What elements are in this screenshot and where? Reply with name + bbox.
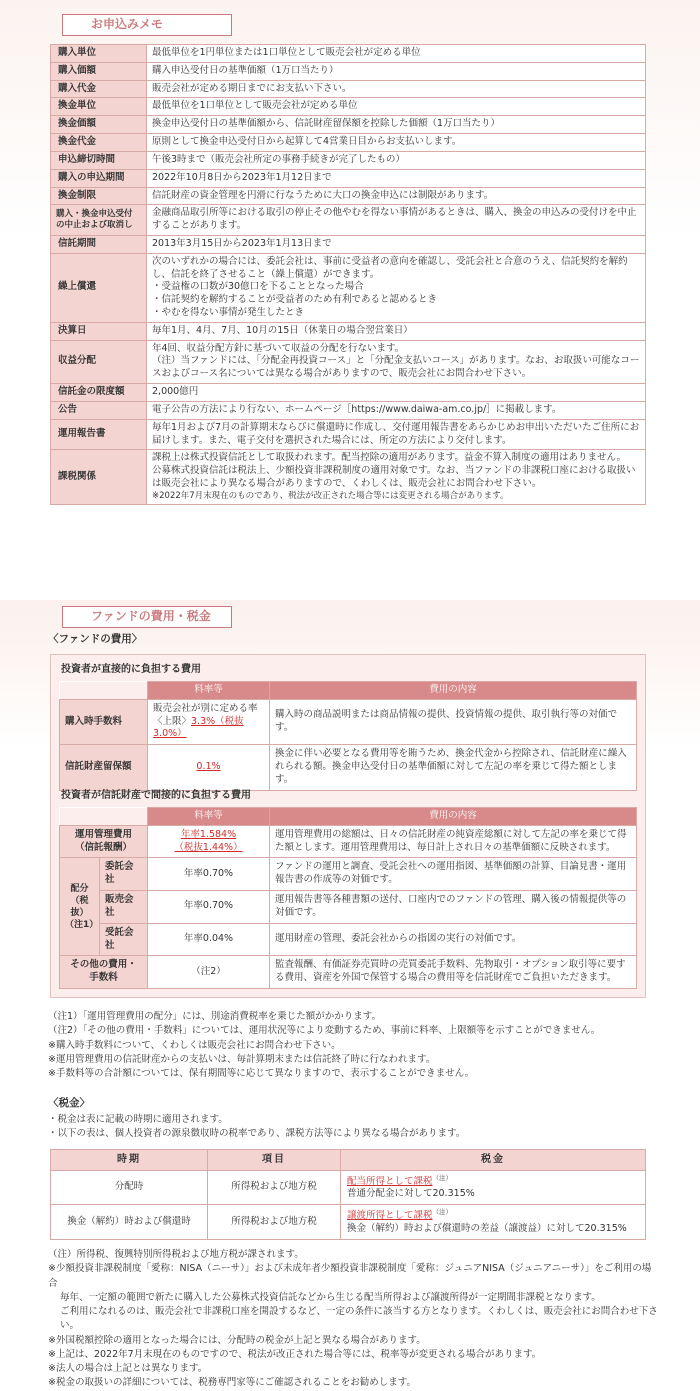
memo-note: ※2022年7月末現在のものであり、税法が改正された場合等には変更される場合があります。 [152,490,509,501]
memo-key-line2: の中止および取消し [56,220,133,231]
memo-value: 金融商品取引所等における取引の停止その他やむを得ない事情があるときは、購入、換金の申込みの受付けを中止することがあります。 [147,205,646,236]
other-key-line1: その他の費用・ [70,959,137,971]
direct-cost-table [59,681,637,791]
mgmt-key-line2: （信託報酬） [74,841,132,853]
tax-type: 配当所得として課税 [347,1175,433,1187]
tax-rate: 換金（解約）時および償還時の差益（譲渡益）に対して20.315% [347,1223,627,1235]
memo-value-line: 次のいずれかの場合には、委託会社は、事前に受益者の意向を確認し、受託会社と合意のうえ、信託契約を解約し、信託を終了させること（繰上償還）ができます。 [152,255,628,280]
memo-key [51,151,147,169]
tax-col-item: 項目 [208,1150,341,1171]
memo-value-line: 公募株式投資信託は税法上、少額投資非課税制度の適用対象です。なお、当ファンドの非課税口座における取扱いは販売会社により異なる場合がありますので、くわしくは、販売会社にお問合わせ下さい。 [152,465,636,489]
memo-key-text: 信託期間 [58,237,97,249]
breakdown-desc: 運用財産の管理、委託会社からの指図の実行の対価です。 [270,923,637,956]
memo-value: 毎年1月、4月、7月、10月の15日（休業日の場合翌営業日） [147,322,646,340]
breakdown-rate: 年率0.70% [148,891,270,924]
memo-value-line: ・受益権の口数が30億口を下ることとなった場合 [152,281,364,293]
memo-value-line: （注）当ファンドには、「分配金再投資コース」と「分配金支払いコース」があります。なお、お取扱い可能なコースおよびコース名については異なる場合がありますので、販売会社にお問合わせ下さい。 [152,355,640,380]
memo-row [51,419,646,450]
fee-notes [48,1010,660,1081]
note-line: ※外国税額控除の適用となった場合には、分配時の税金が上記と異なる場合があります。 [48,1334,426,1346]
breakdown-rate: 年率0.70% [148,858,270,891]
note-line: ご利用になれるのは、販売会社で非課税口座を開設するなど、一定の条件に該当する方となります。くわしくは、販売会社にお問合わせ下さい。 [60,1306,658,1332]
breakdown-label-1: 配分 [70,883,89,894]
memo-key [51,62,147,80]
memo-key [51,98,147,116]
note-line: （注2）「その他の費用・手数料」については、運用状況等により変動するため、事前に料率、上限額等を示すことができません。 [48,1025,601,1037]
memo-value: 購入申込受付日の基準価額（1万口当たり） [147,62,646,80]
memo-key [51,384,147,402]
memo-value: 午後3時まで（販売会社所定の事務手続きが完了したもの） [147,151,646,169]
tax-sup: （注） [432,1208,453,1217]
tax-type: 譲渡所得として課税 [347,1210,433,1222]
memo-key-text: 購入代金 [58,82,97,94]
memo-row [51,253,646,322]
tax-col-tax: 税金 [341,1150,646,1171]
table-row [51,1170,646,1205]
memo-key [51,134,147,152]
memo-key [51,80,147,98]
note-line: 毎年、一定額の範囲で新たに購入した公募株式投資信託などから生じる配当所得および譲渡所得が一定期間非課税となります。 [60,1291,601,1303]
mgmt-fee-rate [148,825,270,858]
breakdown-label-2: （税抜） [70,895,89,918]
row-desc: 購入時の商品説明または商品情報の提供、投資情報の提供、取引執行等の対価です。 [270,699,637,744]
memo-key [51,450,147,505]
memo-key-text: 換金価額 [58,118,97,130]
memo-row [51,187,646,205]
memo-row [51,169,646,187]
row-rate [148,699,270,744]
memo-key [51,322,147,340]
memo-key-text: 申込締切時間 [58,153,116,165]
breakdown-desc: ファンドの運用と調査、受託会社への運用指図、基準価額の計算、目論見書・運用報告書の作成等の対価です。 [270,858,637,891]
memo-key [51,187,147,205]
header-blank [60,808,148,826]
memo-table [50,44,646,505]
memo-key-line1: 購入・換金申込受付 [56,208,133,219]
memo-key [51,253,147,322]
memo-key-text: 繰上償還 [58,281,97,293]
tax-table [50,1149,646,1240]
header-blank [60,682,148,700]
row-desc: 換金に伴い必要となる費用等を賄うため、換金代金から控除され、信託財産に繰入れられる額。換金申込受付日の基準価額に対して左記の率を乗じて得た額とします。 [270,745,637,790]
memo-value-line: 課税上は株式投資信託として取扱われます。配当控除の適用があります。益金不算入制度の適用はありません。 [152,452,627,464]
breakdown-key: 販売会社 [100,891,148,924]
table-row [60,858,637,891]
table-row [60,956,637,989]
breakdown-desc: 運用報告書等各種書類の送付、口座内でのファンドの管理、購入後の情報提供等の対価です。 [270,891,637,924]
fee-heading: 〈ファンドの費用〉 [48,633,143,645]
tax-heading: 〈税金〉 [48,1097,90,1109]
section-title-memo: お申込みメモ [62,14,232,36]
note-line: （注）所得税、復興特別所得税および地方税が課されます。 [48,1249,304,1260]
col-rate-header: 料率等 [148,682,270,700]
mgmt-fee-key [60,825,148,858]
mgmt-key-line1: 運用管理費用 [74,828,132,840]
memo-row [51,340,646,383]
breakdown-key: 受託会社 [100,923,148,956]
memo-value-line: 年4回、収益分配方針に基づいて収益の分配を行ないます。 [152,342,405,354]
memo-value: 2013年3月15日から2023年1月13日まで [147,235,646,253]
memo-value: 最低単位を1円単位または1口単位として販売会社が定める単位 [147,45,646,63]
memo-key [51,401,147,419]
row-key: 信託財産留保額 [60,745,148,790]
memo-row [51,401,646,419]
memo-row [51,322,646,340]
memo-key [51,45,147,63]
memo-row [51,98,646,116]
note-line: ※税金の取扱いの詳細については、税務専門家等にご確認されることをお勧めします。 [48,1377,417,1389]
memo-key-text: 購入単位 [58,47,97,58]
memo-key [51,419,147,450]
col-rate-header: 料率等 [148,808,270,826]
table-row [60,825,637,858]
memo-key [51,169,147,187]
memo-value [147,253,646,322]
table-row [60,745,637,790]
note-line: ・税金は表に記載の時期に適用されます。 [48,1114,228,1125]
memo-row [51,116,646,134]
memo-value [147,450,646,505]
memo-key-text: 課税関係 [58,470,97,482]
memo-row [51,151,646,169]
tax-notes [48,1248,660,1391]
col-desc-header: 費用の内容 [270,682,637,700]
tax-rate: 普通分配金に対して20.315% [347,1188,475,1200]
tax-value [341,1170,646,1205]
tax-item: 所得税および地方税 [208,1205,341,1240]
memo-value [147,340,646,383]
memo-value: 販売会社が定める期日までにお支払い下さい。 [147,80,646,98]
memo-row [51,80,646,98]
breakdown-label-3: （注1） [65,920,99,931]
memo-value: 信託財産の資金管理を円滑に行なうために大口の換金申込には制限があります。 [147,187,646,205]
tax-sup: （注） [432,1173,453,1182]
note-line: ※少額投資非課税制度「愛称：NISA（ニーサ）」および未成年者少額投資非課税制度「愛称：ジュニアNISA（ジュニアニーサ）」をご利用の場合 [48,1263,652,1289]
memo-value: 換金申込受付日の基準価額から、信託財産留保額を控除した価額（1万口当たり） [147,116,646,134]
memo-row [51,45,646,63]
rate-value: 0.1% [196,761,221,773]
other-fee-key [60,956,148,989]
tax-timing: 換金（解約）時および償還時 [51,1205,208,1240]
tax-intro [48,1113,660,1142]
memo-value: 原則として換金申込受付日から起算して4営業日目からお支払いします。 [147,134,646,152]
memo-key-text: 換金単位 [58,100,97,112]
mgmt-rate-excl: （税抜1.44%） [174,841,243,853]
breakdown-key: 委託会社 [100,858,148,891]
memo-key-text: 購入価額 [58,64,97,76]
memo-key-text: 運用報告書 [58,428,106,440]
memo-key [51,116,147,134]
breakdown-rate: 年率0.04% [148,923,270,956]
memo-key-text: 換金制限 [58,189,97,201]
memo-key-text: 決算日 [58,324,87,336]
memo-key [51,235,147,253]
memo-value: 電子公告の方法により行ない、ホームページ［https://www.daiwa-am.co.jp/］に掲載します。 [147,401,646,419]
memo-value: 毎年1月および7月の計算期末ならびに償還時に作成し、交付運用報告書をあらかじめお申出いただいたご住所にお届けします。また、電子交付を選択された場合には、所定の方法により交付します。 [147,419,646,450]
other-fee-desc: 監査報酬、有価証券売買時の売買委託手数料、先物取引・オプション取引等に要する費用、資産を外国で保管する場合の費用等を信託財産でご負担いただきます。 [270,956,637,989]
col-desc-header: 費用の内容 [270,808,637,826]
memo-key-text: 換金代金 [58,136,97,148]
memo-key [51,340,147,383]
tax-timing: 分配時 [51,1170,208,1205]
memo-value-line: ・信託契約を解約することが受益者のため有利であると認めるとき [152,294,438,306]
memo-row [51,134,646,152]
memo-key-text: 公告 [58,403,78,415]
table-row [51,1205,646,1240]
section-title-fees: ファンドの費用・税金 [62,606,232,628]
tax-value [341,1205,646,1240]
note-line: ・以下の表は、個人投資者の源泉徴収時の税率であり、課税方法等により異なる場合があります。 [48,1128,466,1140]
table-row [60,923,637,956]
fee-box [50,654,646,998]
tax-col-timing: 時期 [51,1150,208,1171]
memo-value: 最低単位を1口単位として販売会社が定める単位 [147,98,646,116]
table-row [60,699,637,744]
memo-value: 2022年10月8日から2023年1月12日まで [147,169,646,187]
other-fee-rate: （注2） [148,956,270,989]
memo-row [51,235,646,253]
memo-value-line: ・やむを得ない事情が発生したとき [152,307,305,318]
other-key-line2: 手数料 [89,972,118,984]
row-key: 購入時手数料 [60,699,148,744]
breakdown-label [60,858,100,956]
direct-cost-label: 投資者が直接的に負担する費用 [61,664,201,675]
memo-key-text: 購入の申込期間 [58,171,125,183]
mgmt-rate: 年率1.584% [180,828,237,840]
note-line: ※上記は、2022年7月末現在のものですので、税法が改正された場合等には、税率等が変更される場合があります。 [48,1348,542,1360]
memo-row [51,384,646,402]
memo-row [51,62,646,80]
table-row [60,891,637,924]
rate-value: 3.3%（税抜3.0%） [153,715,244,740]
note-line: ※手数料等の合計額については、保有期間等に応じて異なりますので、表示することができません。 [48,1068,475,1079]
indirect-cost-table [59,807,637,989]
tax-item: 所得税および地方税 [208,1170,341,1205]
mgmt-fee-desc: 運用管理費用の総額は、日々の信託財産の純資産総額に対して左記の率を乗じて得た額とします。運用管理費用は、毎日計上され日々の基準価額に反映されます。 [270,825,637,858]
memo-value: 2,000億円 [147,384,646,402]
memo-key-text: 信託金の限度額 [58,386,125,398]
memo-key-text: 収益分配 [58,355,97,367]
note-line: ※購入時手数料について、くわしくは販売会社にお問合わせ下さい。 [48,1039,341,1051]
row-rate [148,745,270,790]
memo-key [51,205,147,236]
note-line: ※法人の場合は上記とは異なります。 [48,1363,208,1374]
rate-prefix: 販売会社が別に定める率〈上限〉 [153,702,258,727]
note-line: ※運用管理費用の信託財産からの支払いは、毎計算期末または信託終了時に行なわれます。 [48,1053,436,1065]
indirect-cost-label: 投資者が信託財産で間接的に負担する費用 [61,790,251,801]
memo-row [51,450,646,505]
note-line: （注1）「運用管理費用の配分」には、別途消費税率を乗じた額がかかります。 [48,1011,382,1022]
memo-row [51,205,646,236]
